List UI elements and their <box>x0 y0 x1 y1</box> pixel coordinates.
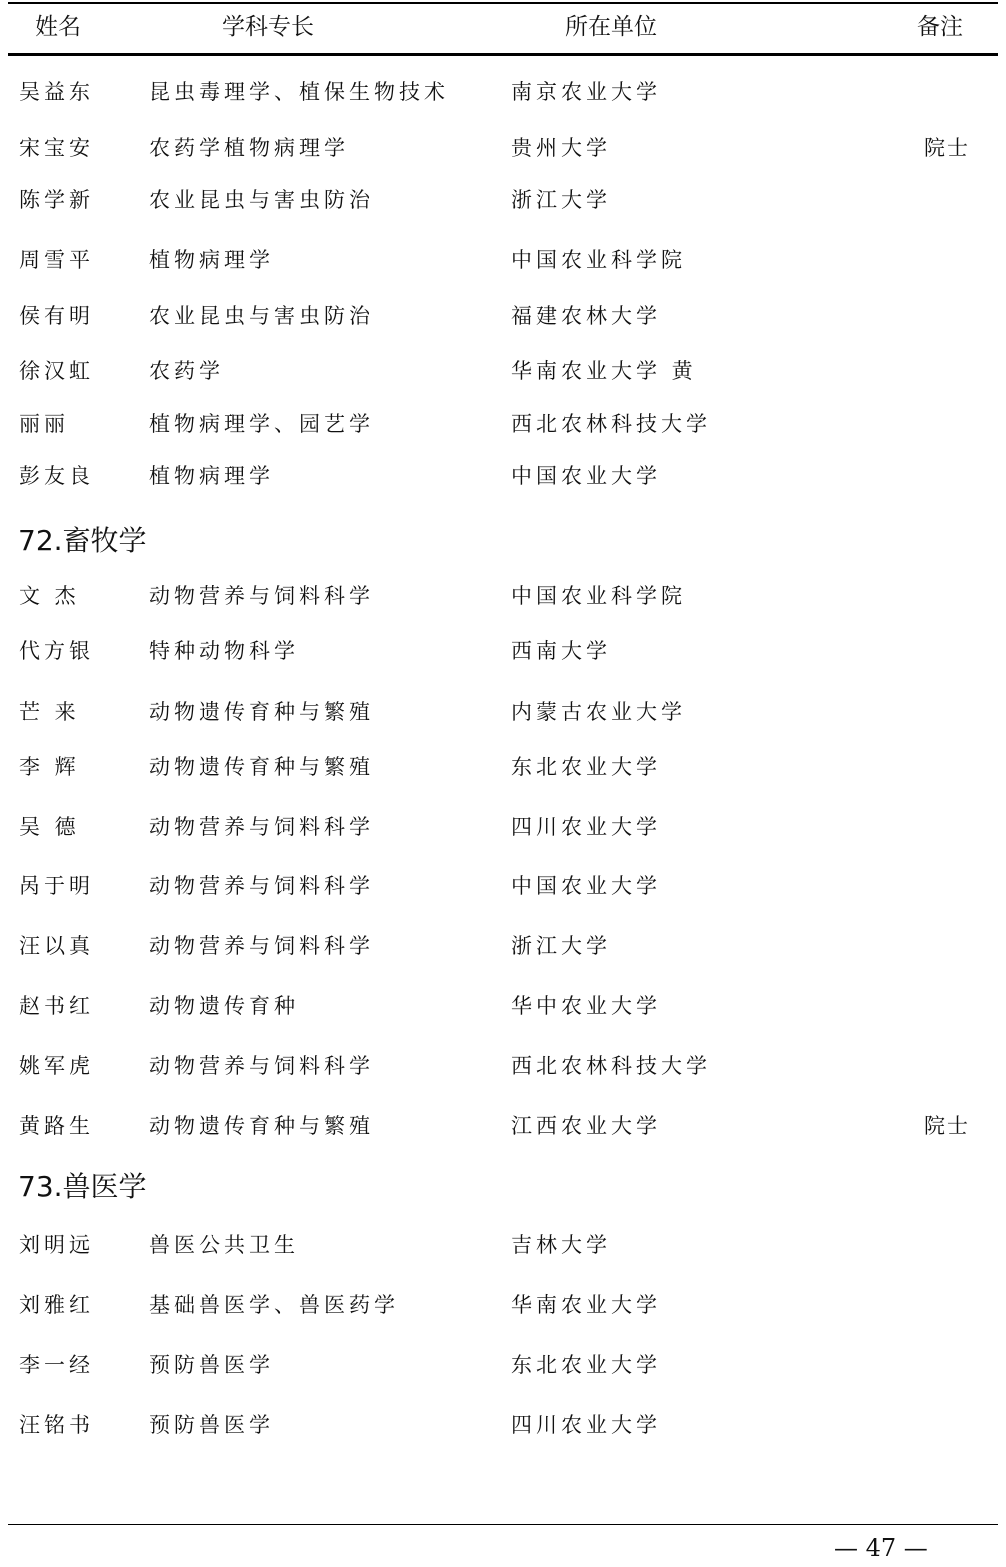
specialty: 动物遗传育种与繁殖 <box>149 700 374 724</box>
specialty: 兽医公共卫生 <box>149 1233 299 1257</box>
person-name: 汪铭书 <box>19 1413 94 1437</box>
person-name: 李一经 <box>19 1353 94 1377</box>
header-specialty: 学科专长 <box>222 14 314 40</box>
specialty: 动物遗传育种与繁殖 <box>149 1114 374 1138</box>
specialty: 基础兽医学、兽医药学 <box>149 1293 399 1317</box>
note: 院士 <box>924 1114 970 1138</box>
specialty: 动物营养与饲料科学 <box>149 584 374 608</box>
specialty: 动物营养与饲料科学 <box>149 815 374 839</box>
person-name: 吴益东 <box>19 80 94 104</box>
table-row <box>0 989 1006 1023</box>
unit: 江西农业大学 <box>511 1114 661 1138</box>
person-name: 吴 德 <box>19 815 80 839</box>
unit: 西北农林科技大学 <box>511 412 711 436</box>
header-note: 备注 <box>917 14 963 40</box>
table-row <box>0 354 1006 388</box>
table-row <box>0 75 1006 109</box>
person-name: 徐汉虹 <box>19 359 94 383</box>
person-name: 陈学新 <box>19 188 94 212</box>
person-name: 汪以真 <box>19 934 94 958</box>
header-rule <box>8 53 998 56</box>
specialty: 动物遗传育种 <box>149 994 299 1018</box>
specialty: 动物营养与饲料科学 <box>149 1054 374 1078</box>
specialty: 农业昆虫与害虫防治 <box>149 188 374 212</box>
person-name: 代方银 <box>19 639 94 663</box>
person-name: 宋宝安 <box>19 136 94 160</box>
person-name: 呙于明 <box>19 874 94 898</box>
header-name: 姓名 <box>35 14 81 40</box>
table-row <box>0 459 1006 493</box>
specialty: 预防兽医学 <box>149 1413 274 1437</box>
unit: 浙江大学 <box>511 188 611 212</box>
specialty: 农业昆虫与害虫防治 <box>149 304 374 328</box>
person-name: 芒 来 <box>19 700 80 724</box>
person-name: 丽丽 <box>19 412 69 436</box>
specialty: 特种动物科学 <box>149 639 299 663</box>
specialty: 农药学植物病理学 <box>149 136 349 160</box>
table-row <box>0 1408 1006 1442</box>
unit: 华中农业大学 <box>511 994 661 1018</box>
note: 院士 <box>924 136 970 160</box>
section-title: 73.兽医学 <box>18 1170 147 1203</box>
unit: 中国农业大学 <box>511 874 661 898</box>
table-row <box>0 929 1006 963</box>
specialty: 预防兽医学 <box>149 1353 274 1377</box>
unit: 东北农业大学 <box>511 1353 661 1377</box>
unit: 贵州大学 <box>511 136 611 160</box>
person-name: 李 辉 <box>19 755 80 779</box>
person-name: 刘明远 <box>19 1233 94 1257</box>
table-row <box>0 1288 1006 1322</box>
unit: 中国农业科学院 <box>511 584 686 608</box>
specialty: 植物病理学 <box>149 464 274 488</box>
table-row <box>0 407 1006 441</box>
unit: 中国农业大学 <box>511 464 661 488</box>
table-row <box>0 183 1006 217</box>
table-row <box>0 299 1006 333</box>
person-name: 黄路生 <box>19 1114 94 1138</box>
specialty: 农药学 <box>149 359 224 383</box>
specialty: 动物遗传育种与繁殖 <box>149 755 374 779</box>
table-row <box>0 1049 1006 1083</box>
page-number: — 47 — <box>834 1534 928 1562</box>
unit: 四川农业大学 <box>511 1413 661 1437</box>
table-row <box>0 131 1006 165</box>
unit: 内蒙古农业大学 <box>511 700 686 724</box>
table-row <box>0 810 1006 844</box>
table-row <box>0 750 1006 784</box>
person-name: 周雪平 <box>19 248 94 272</box>
table-row <box>0 695 1006 729</box>
footer-rule <box>8 1524 998 1525</box>
unit: 福建农林大学 <box>511 304 661 328</box>
header-unit: 所在单位 <box>565 14 657 40</box>
unit: 南京农业大学 <box>511 80 661 104</box>
unit: 西北农林科技大学 <box>511 1054 711 1078</box>
specialty: 动物营养与饲料科学 <box>149 874 374 898</box>
person-name: 彭友良 <box>19 464 94 488</box>
person-name: 侯有明 <box>19 304 94 328</box>
unit: 西南大学 <box>511 639 611 663</box>
unit: 东北农业大学 <box>511 755 661 779</box>
section-title: 72.畜牧学 <box>18 524 147 557</box>
unit: 浙江大学 <box>511 934 611 958</box>
table-row <box>0 1348 1006 1382</box>
person-name: 文 杰 <box>19 584 80 608</box>
specialty: 昆虫毒理学、植保生物技术 <box>149 80 449 104</box>
table-row <box>0 243 1006 277</box>
unit: 四川农业大学 <box>511 815 661 839</box>
table-row <box>0 1109 1006 1143</box>
person-name: 姚军虎 <box>19 1054 94 1078</box>
unit: 吉林大学 <box>511 1233 611 1257</box>
person-name: 赵书红 <box>19 994 94 1018</box>
specialty: 植物病理学、园艺学 <box>149 412 374 436</box>
unit: 华南农业大学 黄 <box>511 359 697 383</box>
table-row <box>0 869 1006 903</box>
table-row <box>0 579 1006 613</box>
table-row <box>0 1228 1006 1262</box>
person-name: 刘雅红 <box>19 1293 94 1317</box>
unit: 中国农业科学院 <box>511 248 686 272</box>
specialty: 植物病理学 <box>149 248 274 272</box>
table-row <box>0 634 1006 668</box>
unit: 华南农业大学 <box>511 1293 661 1317</box>
specialty: 动物营养与饲料科学 <box>149 934 374 958</box>
top-rule <box>8 2 998 4</box>
